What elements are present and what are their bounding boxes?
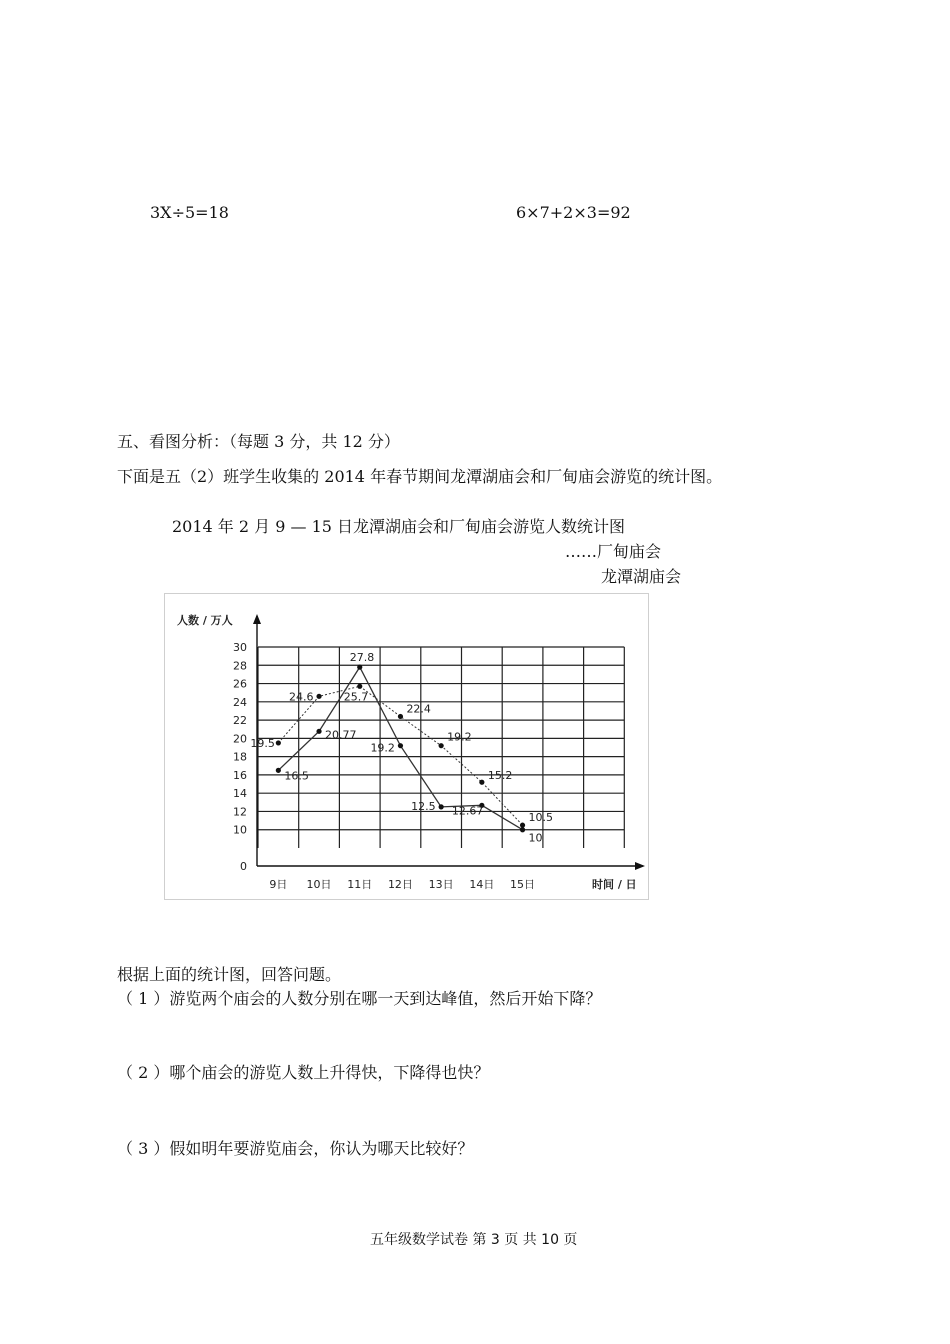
equation-left: 3X÷5=18 xyxy=(150,203,229,222)
data-label: 19.5 xyxy=(250,736,275,750)
y-tick-label: 12 xyxy=(233,805,247,819)
chart-title: 2014 年 2 月 9 — 15 日龙潭湖庙会和厂甸庙会游览人数统计图 xyxy=(172,517,626,536)
question-2: （ 2 ）哪个庙会的游览人数上升得快，下降得也快？ xyxy=(117,1063,490,1082)
data-point xyxy=(520,827,525,832)
section-heading: 五、看图分析：（每题 3 分，共 12 分） xyxy=(117,432,400,451)
data-label: 15.2 xyxy=(487,769,513,783)
x-tick-label: 14日 xyxy=(469,878,495,891)
data-label: 22.4 xyxy=(406,702,431,716)
data-point xyxy=(357,665,362,670)
series-line-1 xyxy=(278,686,522,825)
data-label: 12.67 xyxy=(451,804,484,818)
data-label: 19.2 xyxy=(370,741,395,755)
data-label: 27.8 xyxy=(349,651,375,665)
y-tick-label: 22 xyxy=(233,714,247,728)
series-line-2 xyxy=(278,667,522,830)
data-label: 10.5 xyxy=(528,811,554,825)
y-tick-label: 30 xyxy=(233,641,247,654)
y-tick-label: 16 xyxy=(233,768,247,782)
x-tick-label: 15日 xyxy=(510,878,536,891)
page-footer: 五年级数学试卷 第 3 页 共 10 页 xyxy=(370,1232,578,1248)
legend-dotted: ……厂甸庙会 xyxy=(565,542,662,561)
data-point xyxy=(316,694,321,699)
data-point xyxy=(439,743,444,748)
data-label: 12.5 xyxy=(411,799,436,813)
data-point xyxy=(316,729,321,734)
section-intro: 下面是五（2）班学生收集的 2014 年春节期间龙潭湖庙会和厂甸庙会游览的统计图。 xyxy=(117,467,723,486)
x-tick-label: 12日 xyxy=(387,878,413,891)
x-axis-arrow xyxy=(635,862,645,870)
data-point xyxy=(276,740,281,745)
question-1: （ 1 ）游览两个庙会的人数分别在哪一天到达峰值，然后开始下降？ xyxy=(117,989,602,1008)
equation-right: 6×7+2×3=92 xyxy=(516,203,631,222)
data-label: 16.5 xyxy=(284,769,309,783)
x-tick-label: 10日 xyxy=(306,878,332,891)
y-tick-label: 0 xyxy=(240,860,247,873)
data-point xyxy=(357,684,362,689)
x-tick-label: 13日 xyxy=(428,878,454,891)
data-label: 20.77 xyxy=(325,728,357,742)
questions-lead: 根据上面的统计图，回答问题。 xyxy=(117,965,342,984)
data-label: 10 xyxy=(528,831,543,845)
x-axis-label: 时间 / 日 xyxy=(592,878,637,891)
data-label: 25.7 xyxy=(343,690,369,704)
y-axis-arrow xyxy=(253,614,261,624)
y-tick-label: 18 xyxy=(233,750,247,764)
x-tick-label: 11日 xyxy=(347,878,373,891)
question-3: （ 3 ）假如明年要游览庙会，你认为哪天比较好？ xyxy=(117,1139,474,1158)
legend-solid: 龙潭湖庙会 xyxy=(601,567,682,586)
data-label: 24.6 xyxy=(289,690,314,704)
y-tick-label: 20 xyxy=(233,732,247,746)
y-axis-label: 人数 / 万人 xyxy=(177,614,233,627)
data-point xyxy=(520,823,525,828)
x-tick-label: 9日 xyxy=(269,878,288,891)
y-tick-label: 10 xyxy=(233,823,247,837)
chart-svg xyxy=(165,594,650,901)
y-tick-label: 14 xyxy=(233,787,247,801)
y-tick-label: 26 xyxy=(233,677,247,691)
data-label: 19.2 xyxy=(447,730,472,744)
y-tick-label: 28 xyxy=(233,659,247,673)
data-point xyxy=(479,780,484,785)
y-tick-label: 24 xyxy=(233,695,247,709)
data-point xyxy=(398,714,403,719)
data-point xyxy=(276,768,281,773)
data-point xyxy=(398,743,403,748)
data-point xyxy=(439,804,444,809)
line-chart xyxy=(164,593,649,900)
